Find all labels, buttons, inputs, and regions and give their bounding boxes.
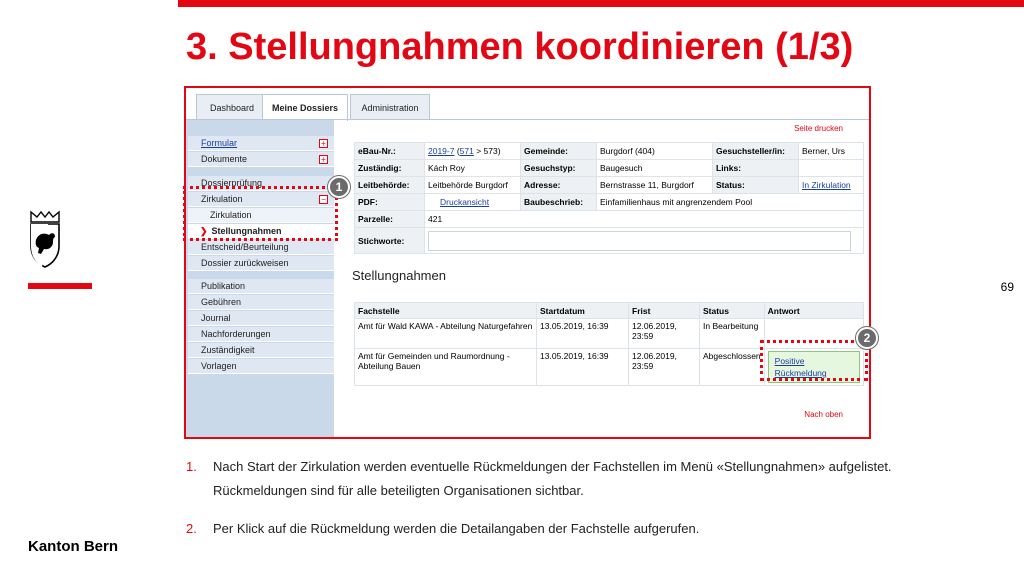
app-screenshot bbox=[184, 86, 871, 439]
tab-dashboard[interactable]: Dashboard bbox=[196, 94, 268, 120]
sidebar-item-gebuehren[interactable]: Gebühren bbox=[188, 295, 334, 310]
page-number: 69 bbox=[1000, 280, 1014, 294]
dossier-info-table bbox=[354, 142, 864, 254]
ebau-number-link[interactable]: 2019-7 bbox=[428, 146, 455, 156]
gesuchstyp-value: Baugesuch bbox=[597, 160, 713, 177]
baubeschrieb-value: Einfamilienhaus mit angrenzendem Pool bbox=[597, 194, 864, 211]
stichworte-value bbox=[425, 228, 864, 254]
expand-icon[interactable]: + bbox=[319, 155, 328, 164]
column-header-status: Status bbox=[700, 303, 765, 319]
gesuchstyp-label: Gesuchstyp: bbox=[521, 160, 597, 177]
status-link[interactable]: In Zirkulation bbox=[802, 180, 851, 190]
tab-bar bbox=[186, 88, 869, 120]
note-1 bbox=[186, 455, 986, 503]
leitbehoerde-value: Leitbehörde Burgdorf bbox=[425, 177, 521, 194]
ebau-label: eBau-Nr.: bbox=[355, 143, 425, 160]
gesuchsteller-value: Berner, Urs bbox=[799, 143, 864, 160]
sidebar-item-dossier-zurueckweisen[interactable]: Dossier zurückweisen bbox=[188, 256, 334, 271]
print-page-link[interactable]: Seite drucken bbox=[794, 124, 843, 133]
cell-fachstelle: Amt für Gemeinden und Raumordnung - Abteilung Bauen bbox=[355, 349, 537, 386]
adresse-value: Bernstrasse 11, Burgdorf bbox=[597, 177, 713, 194]
column-header-fachstelle: Fachstelle bbox=[355, 303, 537, 319]
adresse-label: Adresse: bbox=[521, 177, 597, 194]
zustaendig-label: Zuständig: bbox=[355, 160, 425, 177]
stichworte-input[interactable] bbox=[428, 231, 851, 251]
sidebar-subitem-stellungnahmen[interactable]: ❯ Stellungnahmen bbox=[188, 224, 334, 239]
gesuchsteller-label: Gesuchsteller/in: bbox=[713, 143, 799, 160]
gemeinde-label: Gemeinde: bbox=[521, 143, 597, 160]
sidebar-item-vorlagen[interactable]: Vorlagen bbox=[188, 359, 334, 374]
sidebar bbox=[186, 120, 334, 439]
expand-icon[interactable]: + bbox=[319, 139, 328, 148]
parzelle-label: Parzelle: bbox=[355, 211, 425, 228]
parzelle-value: 421 bbox=[425, 211, 864, 228]
status-value bbox=[799, 177, 864, 194]
note-text: Per Klick auf die Rückmeldung werden die Detailangaben der Fachstelle aufgerufen. bbox=[213, 521, 700, 536]
cell-status: In Bearbeitung bbox=[700, 319, 765, 349]
footer-kanton-bern: Kanton Bern bbox=[28, 538, 118, 555]
pdf-value bbox=[425, 194, 521, 211]
zustaendig-value: Kách Roy bbox=[425, 160, 521, 177]
column-header-antwort: Antwort bbox=[764, 303, 863, 319]
column-header-frist: Frist bbox=[629, 303, 700, 319]
callout-1: 1 bbox=[328, 176, 350, 198]
chevron-right-icon: ❯ bbox=[200, 226, 208, 236]
cell-fachstelle: Amt für Wald KAWA - Abteilung Naturgefahren bbox=[355, 319, 537, 349]
note-number: 2. bbox=[186, 521, 197, 536]
sidebar-item-dokumente[interactable]: Dokumente + bbox=[188, 152, 334, 167]
sidebar-item-zirkulation[interactable]: Zirkulation − bbox=[188, 192, 334, 207]
collapse-icon[interactable]: − bbox=[319, 195, 328, 204]
ebau-value: 2019-7 (571 > 573) bbox=[425, 143, 521, 160]
note-number: 1. bbox=[186, 459, 197, 474]
tab-meine-dossiers[interactable]: Meine Dossiers bbox=[262, 94, 348, 121]
leitbehoerde-label: Leitbehörde: bbox=[355, 177, 425, 194]
brand-red-line bbox=[28, 283, 92, 289]
links-value bbox=[799, 160, 864, 177]
sidebar-item-formular[interactable]: Formular + bbox=[188, 136, 334, 151]
column-header-startdatum: Startdatum bbox=[537, 303, 629, 319]
ebau-related-link[interactable]: 571 bbox=[459, 146, 474, 156]
instruction-notes bbox=[186, 455, 986, 541]
links-label: Links: bbox=[713, 160, 799, 177]
stichworte-label: Stichworte: bbox=[355, 228, 425, 254]
sidebar-item-nachforderungen[interactable]: Nachforderungen bbox=[188, 327, 334, 342]
pdf-label: PDF: bbox=[355, 194, 425, 211]
sidebar-subitem-zirkulation[interactable]: Zirkulation bbox=[188, 208, 334, 223]
highlight-stellungnahmen-menu bbox=[183, 186, 338, 241]
note-text: Nach Start der Zirkulation werden eventuelle Rückmeldungen der Fachstellen im Menü «Stellungnahmen» aufgelistet. Rückmeldungen sind für alle beteiligten Organisationen sichtbar. bbox=[213, 459, 892, 498]
druckansicht-link[interactable]: Druckansicht bbox=[440, 197, 490, 207]
callout-2: 2 bbox=[856, 327, 878, 349]
note-2 bbox=[186, 517, 986, 541]
cell-startdatum: 13.05.2019, 16:39 bbox=[537, 349, 629, 386]
top-accent-bar bbox=[178, 0, 1024, 7]
status-label: Status: bbox=[713, 177, 799, 194]
slide-title: 3. Stellungnahmen koordinieren (1/3) bbox=[186, 26, 854, 68]
cell-frist: 12.06.2019, 23:59 bbox=[629, 319, 700, 349]
cell-frist: 12.06.2019, 23:59 bbox=[629, 349, 700, 386]
back-to-top-link[interactable]: Nach oben bbox=[804, 410, 843, 419]
sidebar-item-dossierpruefung[interactable]: Dossierprüfung bbox=[188, 176, 334, 191]
sidebar-item-journal[interactable]: Journal bbox=[188, 311, 334, 326]
stellungnahmen-heading: Stellungnahmen bbox=[352, 268, 446, 283]
cell-startdatum: 13.05.2019, 16:39 bbox=[537, 319, 629, 349]
highlight-rueckmeldung bbox=[760, 340, 868, 381]
baubeschrieb-label: Baubeschrieb: bbox=[521, 194, 597, 211]
sidebar-item-zustaendigkeit[interactable]: Zuständigkeit bbox=[188, 343, 334, 358]
tab-administration[interactable]: Administration bbox=[350, 94, 430, 120]
bern-crest-icon bbox=[28, 210, 62, 268]
sidebar-item-publikation[interactable]: Publikation bbox=[188, 279, 334, 294]
cell-status: Abgeschlossen bbox=[700, 349, 765, 386]
positive-rueckmeldung-button[interactable]: Positive Rückmeldung bbox=[768, 351, 860, 383]
sidebar-item-entscheid[interactable]: Entscheid/Beurteilung bbox=[188, 240, 334, 255]
gemeinde-value: Burgdorf (404) bbox=[597, 143, 713, 160]
